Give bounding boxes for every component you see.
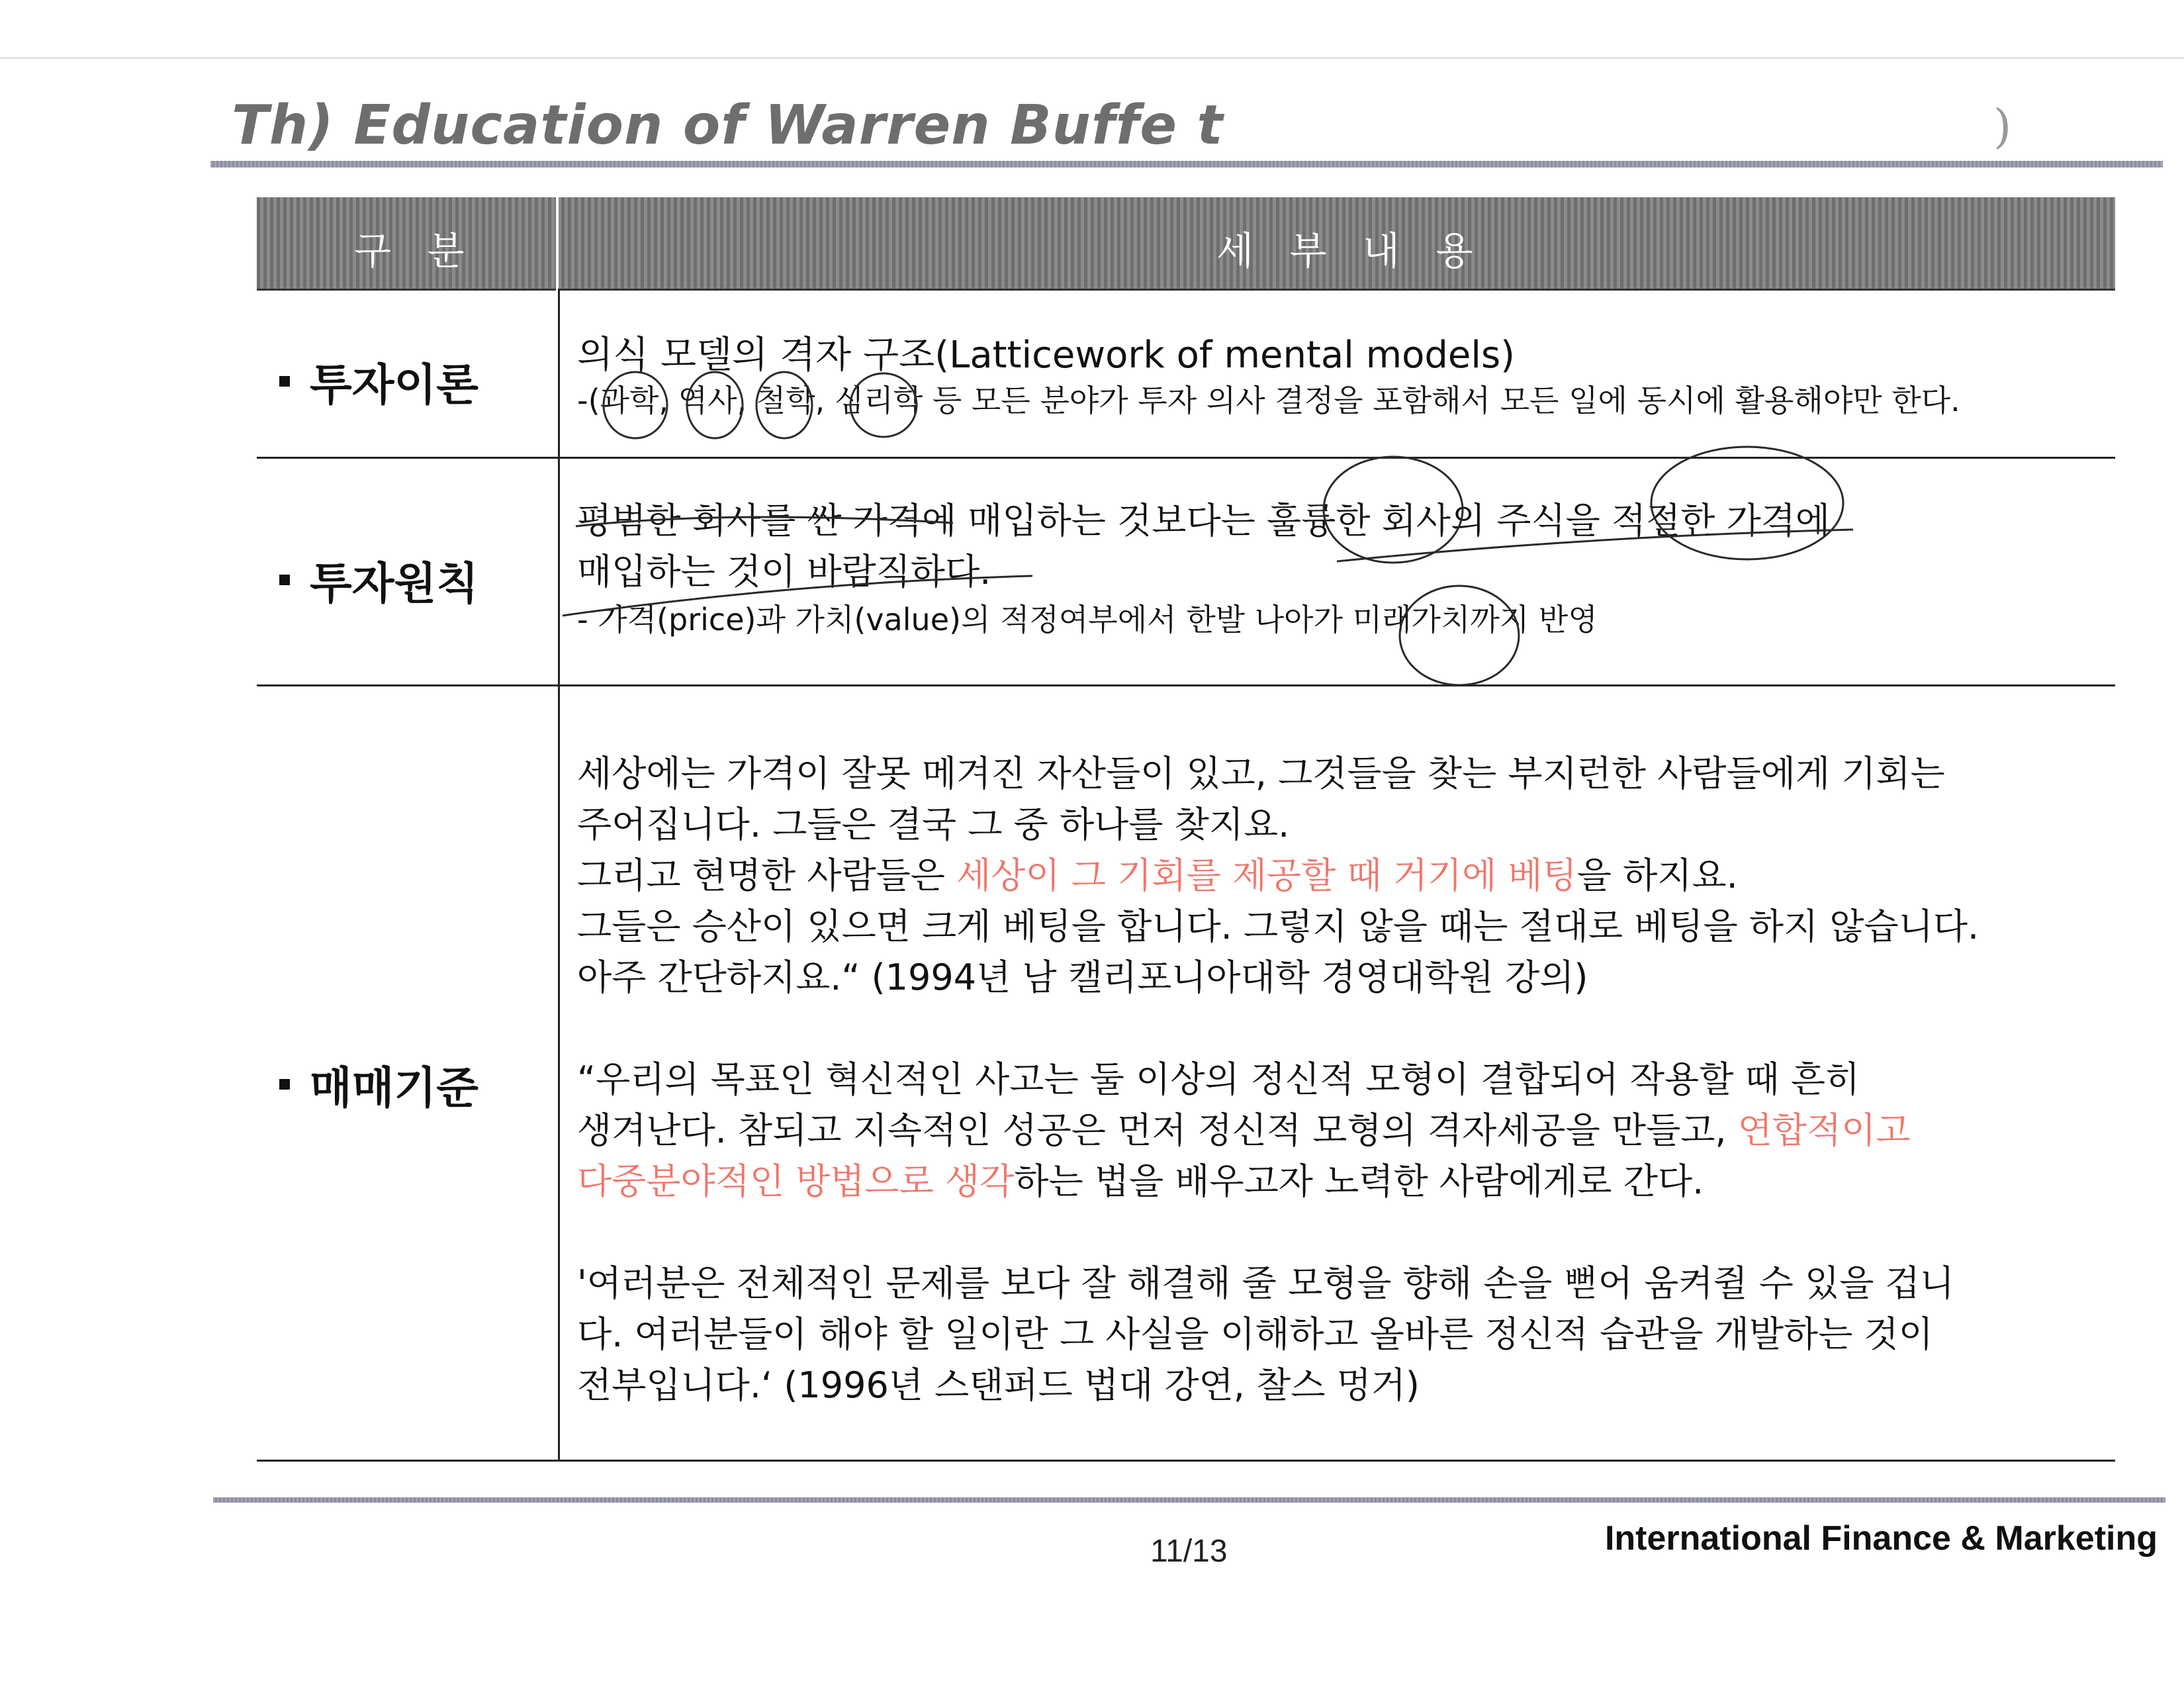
content-line: 세상에는 가격이 잘못 메겨진 자산들이 있고, 그것들을 찾는 부지런한 사람들에게 기회는 (577, 753, 1945, 794)
column-divider (558, 289, 560, 1460)
content-line: '여러분은 전체적인 문제를 보다 잘 해결해 줄 모형을 향해 손을 뻗어 움켜쥘 수 있을 겁니 (577, 1262, 1954, 1304)
content-line: 평범한 회사를 싼 가격에 매입하는 것보다는 훌륭한 회사의 주식을 적절한 가격에 (577, 500, 1831, 541)
text-segment: 을 하지요. (1576, 855, 1738, 896)
content-line (577, 850, 1979, 901)
content-line: 의식 모델의 격자 구조(Latticework of mental models) (577, 334, 1515, 377)
scan-edge (0, 57, 2184, 59)
highlight-text: 연합적이고 (1737, 1109, 1911, 1151)
page-title: Th) Education of Warren Buffe t (232, 94, 1224, 157)
text-segment: 생겨난다. 참되고 지속적인 성공은 먼저 정신적 모형의 격자세공을 만들고, (577, 1109, 1738, 1151)
content-line (577, 1105, 1979, 1156)
content-line: 주어집니다. 그들은 결국 그 중 하나를 찾지요. (577, 804, 1290, 845)
content-line: 다. 여러분들이 해야 할 일이란 그 사실을 이해하고 올바른 정신적 습관을 개발하는 것이 (577, 1313, 1933, 1355)
content-line: 전부입니다.‘ (1996년 스탠퍼드 법대 강연, 찰스 멍거) (577, 1364, 1420, 1406)
bullet-icon (279, 575, 290, 585)
bullet-icon (279, 1079, 290, 1090)
category-trading-criteria (279, 1053, 478, 1115)
category-label: 투자원칙 (310, 558, 479, 609)
content-line: 아주 간단하지요.“ (1994년 남 캘리포니아대학 경영대학원 강의) (577, 957, 1588, 998)
title-rule (210, 161, 2163, 167)
category-label: 매매기준 (310, 1062, 479, 1113)
table-bottom-rule (257, 1460, 2115, 1462)
category-label: 투자이론 (310, 359, 479, 410)
content-line: - 가격(price)과 가치(value)의 적정여부에서 한발 나아가 미래가치까지 반영 (577, 602, 1598, 637)
content-line: 매입하는 것이 바람직하다. (577, 551, 991, 592)
category-investment-theory (279, 350, 478, 412)
content-line: 그들은 승산이 있으면 크게 베팅을 합니다. 그렇지 않을 때는 절대로 베팅을 하지 않습니다. (577, 906, 1979, 947)
highlight-text: 세상이 그 기회를 제공할 때 거기에 베팅 (956, 855, 1577, 896)
page-number: 11/13 (1150, 1534, 1228, 1569)
table-header (257, 197, 2115, 291)
category-investment-principle (279, 548, 478, 611)
content-line: “우리의 목표인 혁신적인 사고는 둘 이상의 정신적 모형이 결합되어 작용할 때 흔히 (577, 1058, 1860, 1100)
row-divider (257, 684, 2115, 686)
bullet-icon (279, 376, 290, 387)
content-line: -(과학, 역사, 철학, 심리학 등 모든 분야가 투자 의사 결정을 포함해서 모든 일에 동시에 활용해야만 한다. (577, 383, 1960, 418)
scan-artifact-paren: ) (1993, 99, 2012, 154)
header-divider (556, 197, 559, 291)
text-segment: 하는 법을 배우고자 노력한 사람에게로 간다. (1014, 1160, 1704, 1202)
header-category: 구 분 (354, 228, 477, 273)
highlight-text: 다중분야적인 방법으로 생각 (577, 1160, 1015, 1202)
text-segment: 그리고 현명한 사람들은 (577, 855, 957, 896)
row-content-theory (577, 330, 1960, 420)
content-line (577, 1156, 1979, 1207)
row-content-principle (577, 495, 1830, 639)
footer-rule (213, 1497, 2165, 1503)
header-details: 세 부 내 용 (1216, 228, 1485, 273)
course-name: International Finance & Marketing (1604, 1519, 2158, 1558)
row-content-criteria (577, 748, 1979, 1411)
row-divider (257, 457, 2115, 459)
